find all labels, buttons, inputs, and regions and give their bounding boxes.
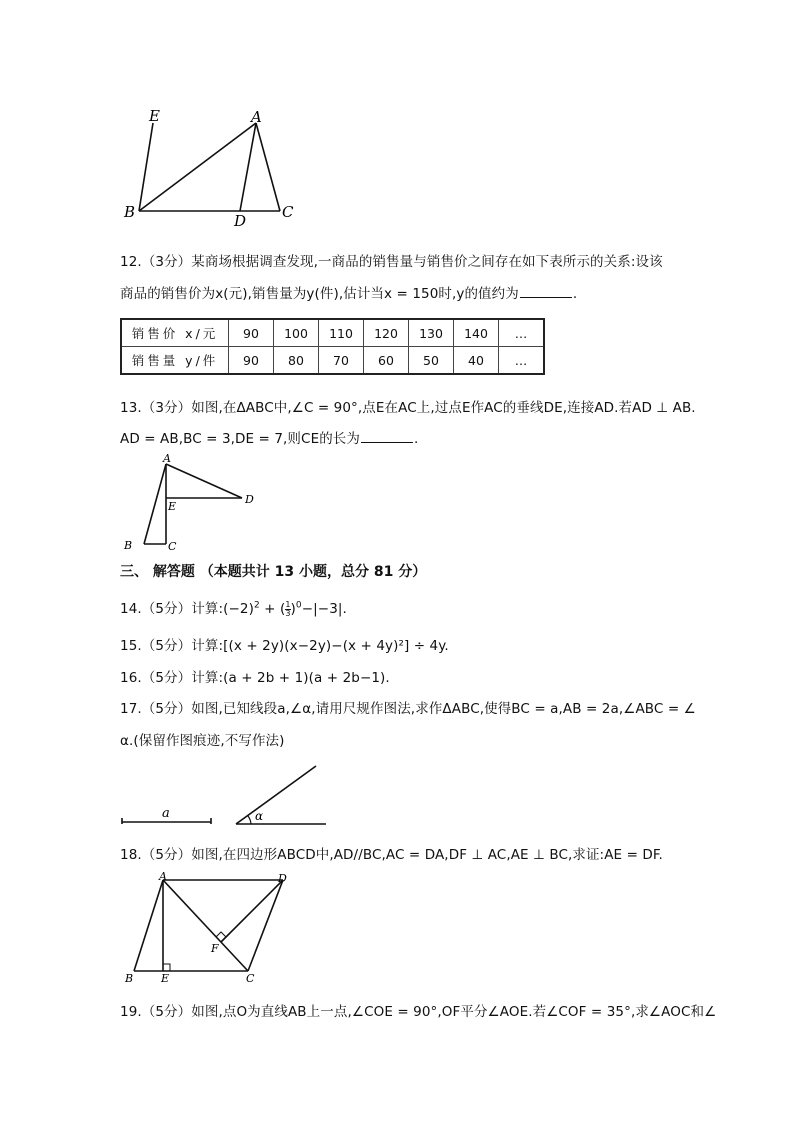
- label-b: B: [124, 539, 133, 552]
- section-title: 三、 解答题 （本题共计 13 小题，总分 81 分）: [120, 564, 427, 580]
- row-header: 销售量 y/件: [121, 347, 229, 375]
- q18-line: 18.（5分）如图,在四边形ABCD中,AD//BC,AC = DA,DF ⊥ AC,AE ⊥ BC,求证:AE = DF.: [120, 847, 663, 863]
- q13-line2: [120, 427, 418, 447]
- q14-sup0: 0: [295, 600, 302, 611]
- q13-line2-a: AD = AB,BC = 3,DE = 7,则CE的长为: [120, 431, 360, 447]
- q16-line: 16.（5分）计算:(a + 2b + 1)(a + 2b−1).: [120, 670, 390, 686]
- q13-line2-b: .: [414, 431, 419, 447]
- table-cell: 80: [274, 347, 319, 375]
- table-cell: 130: [409, 319, 454, 347]
- label-c: C: [168, 540, 177, 553]
- table-cell: …: [499, 347, 545, 375]
- label-a: A: [159, 870, 167, 883]
- price-quantity-table: [120, 318, 545, 375]
- table-cell: 120: [364, 319, 409, 347]
- label-c: C: [246, 972, 255, 985]
- label-d: D: [278, 872, 287, 885]
- table-cell: 50: [409, 347, 454, 375]
- fraction-denominator: 3: [285, 608, 291, 618]
- q14-close: ): [290, 601, 296, 617]
- q14-plus: + (: [259, 601, 286, 617]
- label-a: A: [163, 452, 171, 465]
- label-a: A: [251, 108, 262, 126]
- table-cell: 40: [454, 347, 499, 375]
- label-b: B: [125, 972, 134, 985]
- q17-line2: α.(保留作图痕迹,不写作法): [120, 733, 285, 749]
- label-c: C: [282, 203, 294, 221]
- figure-q17: [118, 760, 328, 830]
- label-d: D: [234, 212, 247, 230]
- table-row: [121, 319, 544, 347]
- answer-blank: [520, 285, 572, 298]
- table-cell: 70: [319, 347, 364, 375]
- answer-blank: [361, 430, 413, 443]
- q14-prefix: 14.（5分）计算:: [120, 601, 224, 617]
- row-header: 销售价 x/元: [121, 319, 229, 347]
- table-cell: 100: [274, 319, 319, 347]
- table-cell: 110: [319, 319, 364, 347]
- label-e: E: [149, 107, 160, 125]
- q12-line2-b: x(元),销售量为y(件),估计当x = 150时,y的值约为: [215, 286, 519, 302]
- q14-line: [120, 597, 347, 618]
- table-cell: 140: [454, 319, 499, 347]
- label-a: a: [162, 806, 170, 821]
- q12-line1: 12.（3分）某商场根据调查发现,一商品的销售量与销售价之间存在如下表所示的关系:设该: [120, 254, 663, 270]
- table-cell: 90: [229, 347, 274, 375]
- label-f: F: [211, 942, 219, 955]
- figure-q18: [118, 868, 308, 986]
- q19-line: 19.（5分）如图,点O为直线AB上一点,∠COE = 90°,OF平分∠AOE.若∠COF = 35°,求∠AOC和∠: [120, 1004, 717, 1020]
- q12-line2-c: .: [572, 286, 578, 302]
- figure-q13: [118, 450, 268, 556]
- q14-sup2: 2: [253, 600, 260, 611]
- figure-q11: [118, 105, 308, 230]
- table-row: [121, 347, 544, 375]
- label-alpha: α: [255, 809, 264, 823]
- label-e: E: [161, 972, 170, 985]
- q15-line: 15.（5分）计算:[(x + 2y)(x−2y)−(x + 4y)²] ÷ 4y.: [120, 638, 449, 654]
- label-d: D: [245, 493, 254, 506]
- table-cell: 60: [364, 347, 409, 375]
- q12-line2: [120, 282, 577, 302]
- fraction-numerator: 1: [285, 599, 291, 609]
- q14-tail: −|−3|.: [301, 601, 347, 617]
- table-cell: …: [499, 319, 545, 347]
- label-e: E: [168, 500, 177, 513]
- q14-expr-a: (−2): [223, 601, 254, 617]
- q12-line2-a: 商品的销售价为: [120, 286, 216, 302]
- label-b: B: [124, 203, 136, 221]
- table-cell: 90: [229, 319, 274, 347]
- q13-line1: 13.（3分）如图,在ΔABC中,∠C = 90°,点E在AC上,过点E作AC的垂线DE,连接AD.若AD ⊥ AB.: [120, 400, 696, 416]
- q17-line1: 17.（5分）如图,已知线段a,∠α,请用尺规作图法,求作ΔABC,使得BC = a,AB = 2a,∠ABC = ∠: [120, 701, 696, 717]
